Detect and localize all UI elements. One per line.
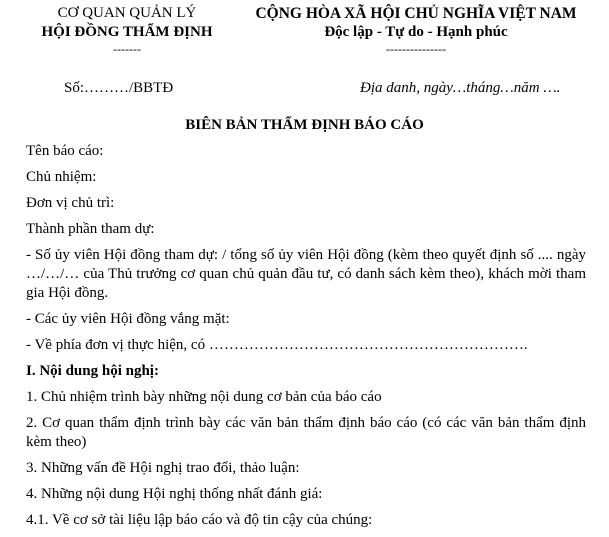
- left-separator: -------: [113, 42, 141, 56]
- national-motto-block: [236, 4, 596, 56]
- document-number: Số:………/BBTĐ: [64, 80, 174, 96]
- item-4: 4. Những nội dung Hội nghị thống nhất đánh giá:: [26, 486, 323, 502]
- item-2: 2. Cơ quan thẩm định trình bày các văn bản thẩm định báo cáo (có các văn bản thẩm định kèm theo): [26, 415, 586, 450]
- national-title: CỘNG HÒA XÃ HỘI CHỦ NGHĨA VIỆT NAM: [255, 5, 577, 22]
- motto: Độc lập - Tự do - Hạnh phúc: [324, 24, 508, 40]
- executing-side-line: - Về phía đơn vị thực hiện, có ……………………………………………………….: [26, 337, 528, 353]
- document-header: [0, 4, 609, 64]
- place-date: Địa danh, ngày…tháng…năm ….: [360, 80, 561, 96]
- members-present-line: - Số ủy viên Hội đồng tham dự: / tổng số ủy viên Hội đồng (kèm theo quyết định số .... ngày …/…/… của Thủ trưởng cơ quan chủ quản đầu tư, có danh sách kèm theo), khách mời tham gia Hội đồng.: [26, 247, 586, 301]
- item-4-1: 4.1. Về cơ sở tài liệu lập báo cáo và độ tin cậy của chúng:: [26, 512, 373, 528]
- host-unit-line: Đơn vị chủ trì:: [26, 195, 115, 211]
- council-name: HỘI ĐỒNG THẨM ĐỊNH: [41, 24, 213, 40]
- document-body: [26, 142, 586, 537]
- right-separator: ---------------: [386, 42, 446, 56]
- lead-line: Chủ nhiệm:: [26, 169, 97, 185]
- report-name-line: Tên báo cáo:: [26, 143, 104, 159]
- item-3: 3. Những vấn đề Hội nghị trao đổi, thảo luận:: [26, 460, 300, 476]
- section-1-heading: I. Nội dung hội nghị:: [26, 363, 159, 379]
- number-date-row: [0, 80, 609, 100]
- agency-name: CƠ QUAN QUẢN LÝ: [57, 5, 197, 21]
- document-title: BIÊN BẢN THẨM ĐỊNH BÁO CÁO: [185, 117, 424, 133]
- attendees-line: Thành phần tham dự:: [26, 221, 155, 237]
- issuing-agency-block: [22, 4, 232, 56]
- members-absent-line: - Các ủy viên Hội đồng vắng mặt:: [26, 311, 230, 327]
- item-1: 1. Chủ nhiệm trình bày những nội dung cơ bản của báo cáo: [26, 389, 382, 405]
